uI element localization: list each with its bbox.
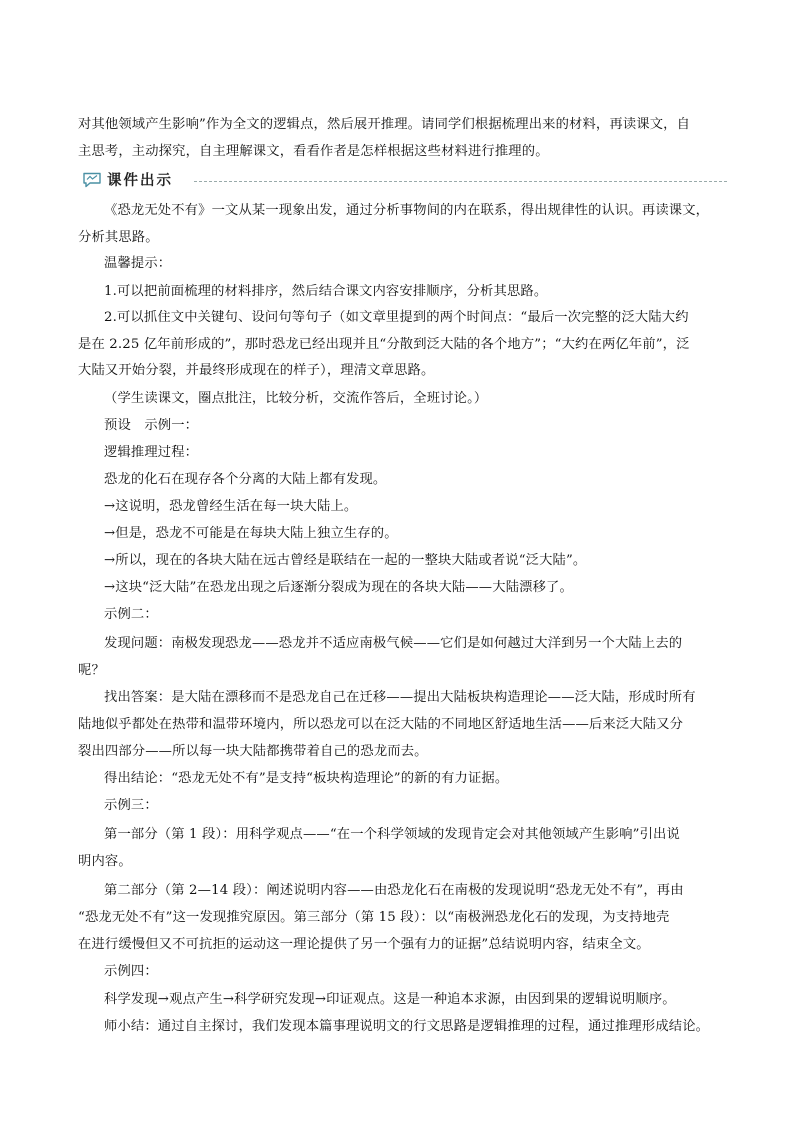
tip-heading: 温馨提示： xyxy=(104,256,172,271)
paragraph-line: 明内容。 xyxy=(78,854,132,869)
paragraph-line: 《恐龙无处不有》一文从某一现象出发，通过分析事物间的内在联系，得出规律性的认识。再读课文， xyxy=(104,203,710,218)
paragraph-line: 在进行缓慢但又不可抗拒的运动这一理论提供了另一个强有力的证据”总结说明内容，结束全文。 xyxy=(78,937,650,952)
reasoning-step: →所以，现在的各块大陆在远古曾经是联结在一起的一整块大陆或者说“泛大陆”。 xyxy=(104,553,587,568)
paragraph-line: 得出结论：“恐龙无处不有”是支持“板块构造理论”的新的有力证据。 xyxy=(104,771,509,786)
paragraph-line: 恐龙的化石在现存各个分离的大陆上都有发现。 xyxy=(104,472,387,487)
paragraph-line: 发现问题：南极发现恐龙——恐龙并不适应南极气候——它们是如何越过大洋到另一个大陆上去的 xyxy=(104,636,683,651)
paragraph-line: 裂出四部分——所以每一块大陆都携带着自己的恐龙而去。 xyxy=(78,744,428,759)
paragraph-line: 第一部分（第 1 段）：用科学观点——“在一个科学领域的发现肯定会对其他领域产生影响”引出说 xyxy=(104,827,680,842)
paragraph-line: 对其他领域产生影响”作为全文的逻辑点，然后展开推理。请同学们根据梳理出来的材料，再读课文，自 xyxy=(78,117,691,132)
paragraph-line: 主思考，主动探究，自主理解课文，看看作者是怎样根据这些材料进行推理的。 xyxy=(78,144,549,159)
chat-bubble-icon xyxy=(82,172,102,188)
tip-item: 1.可以把前面梳理的材料排序，然后结合课文内容安排顺序，分析其思路。 xyxy=(104,284,548,299)
example-label: 示例三： xyxy=(104,798,158,813)
paragraph-line: 是在 2.25 亿年前形成的”，那时恐龙已经出现并且“分散到泛大陆的各个地方”；“大约在两亿年前”，泛 xyxy=(78,337,690,352)
paragraph-line: 第二部分（第 2—14 段）：阐述说明内容——由恐龙化石在南极的发现说明“恐龙无处不有”，再由 xyxy=(104,883,684,898)
paragraph-line: 分析其思路。 xyxy=(78,230,159,245)
tip-item: 2.可以抓住文中关键句、设问句等句子（如文章里提到的两个时间点：“最后一次完整的泛大陆大约 xyxy=(104,310,689,325)
paragraph-line: （学生读课文，圈点批注，比较分析，交流作答后，全班讨论。） xyxy=(104,391,488,406)
paragraph-line: 逻辑推理过程： xyxy=(104,445,199,460)
paragraph-line: 科学发现→观点产生→科学研究发现→印证观点。这是一种追本求源，由因到果的逻辑说明顺序。 xyxy=(104,992,676,1007)
reasoning-step: →但是，恐龙不可能是在每块大陆上独立生存的。 xyxy=(104,526,398,541)
paragraph-line: 呢？ xyxy=(78,663,105,678)
paragraph-line: “恐龙无处不有”这一发现推究原因。第三部分（第 15 段）：以“南极洲恐龙化石的发现，为支持地壳 xyxy=(78,910,670,925)
example-label: 预设 示例一： xyxy=(104,418,199,433)
section-heading xyxy=(82,171,727,191)
example-label: 示例四： xyxy=(104,964,158,979)
summary-line: 师小结：通过自主探讨，我们发现本篇事理说明文的行文思路是逻辑推理的过程，通过推理形成结论。 xyxy=(104,1019,710,1034)
reasoning-step: →这块“泛大陆”在恐龙出现之后逐渐分裂成为现在的各块大陆——大陆漂移了。 xyxy=(104,580,573,595)
paragraph-line: 陆地似乎都处在热带和温带环境内，所以恐龙可以在泛大陆的不同地区舒适地生活——后来泛大陆又分 xyxy=(78,717,684,732)
paragraph-line: 大陆又开始分裂，并最终形成现在的样子），理清文章思路。 xyxy=(78,363,435,378)
section-title: 课件出示 xyxy=(107,173,173,189)
example-label: 示例二： xyxy=(104,607,158,622)
paragraph-line: 找出答案：是大陆在漂移而不是恐龙自己在迁移——提出大陆板块构造理论——泛大陆，形成时所有 xyxy=(104,690,696,705)
section-divider xyxy=(194,181,727,182)
reasoning-step: →这说明，恐龙曾经生活在每一块大陆上。 xyxy=(104,499,358,514)
